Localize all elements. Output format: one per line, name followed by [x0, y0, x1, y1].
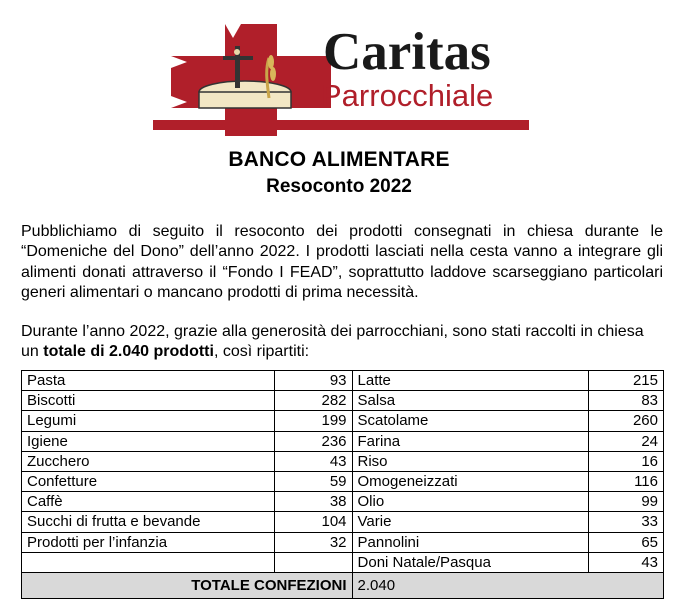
right-product-name: Omogeneizzati	[352, 471, 589, 491]
caritas-logo	[153, 22, 529, 136]
left-product-name: Biscotti	[22, 391, 275, 411]
logo-brand-text: Caritas	[323, 23, 491, 81]
left-product-count: 32	[274, 532, 352, 552]
left-product-name: Legumi	[22, 411, 275, 431]
table-row	[22, 431, 664, 451]
right-product-name: Pannolini	[352, 532, 589, 552]
left-product-count: 282	[274, 391, 352, 411]
products-table-body	[22, 371, 664, 599]
right-product-count: 99	[589, 492, 664, 512]
right-product-count: 16	[589, 451, 664, 471]
total-label: TOTALE CONFEZIONI	[22, 572, 353, 598]
logo-subbrand-text: Parrocchiale	[321, 78, 494, 113]
summary-text-end: , così ripartiti:	[213, 343, 310, 361]
right-product-count: 116	[589, 471, 664, 491]
left-product-name: Succhi di frutta e bevande	[22, 512, 275, 532]
table-row	[22, 371, 664, 391]
right-product-name: Olio	[352, 492, 589, 512]
left-product-name: Igiene	[22, 431, 275, 451]
table-row	[22, 391, 664, 411]
left-product-count: 104	[274, 512, 352, 532]
total-value: 2.040	[352, 572, 663, 598]
page-title: BANCO ALIMENTARE	[228, 148, 450, 171]
right-product-name: Varie	[352, 512, 589, 532]
left-product-name: Pasta	[22, 371, 275, 391]
table-row	[22, 552, 664, 572]
table-row	[22, 492, 664, 512]
left-product-count: 236	[274, 431, 352, 451]
right-product-name: Riso	[352, 451, 589, 471]
left-product-name: Confetture	[22, 471, 275, 491]
table-row	[22, 411, 664, 431]
right-product-count: 83	[589, 391, 664, 411]
left-product-count: 43	[274, 451, 352, 471]
summary-paragraph	[21, 322, 663, 363]
total-row	[22, 572, 664, 598]
left-product-name	[22, 552, 275, 572]
right-product-count: 24	[589, 431, 664, 451]
right-product-name: Farina	[352, 431, 589, 451]
right-product-count: 43	[589, 552, 664, 572]
left-product-name: Prodotti per l’infanzia	[22, 532, 275, 552]
left-product-name: Caffè	[22, 492, 275, 512]
right-product-count: 65	[589, 532, 664, 552]
right-product-count: 33	[589, 512, 664, 532]
left-product-count: 59	[274, 471, 352, 491]
right-product-count: 215	[589, 371, 664, 391]
table-row	[22, 471, 664, 491]
products-table	[21, 370, 664, 599]
table-row	[22, 451, 664, 471]
page-subtitle: Resoconto 2022	[266, 176, 412, 197]
table-row	[22, 532, 664, 552]
right-product-name: Scatolame	[352, 411, 589, 431]
right-product-count: 260	[589, 411, 664, 431]
left-product-name: Zucchero	[22, 451, 275, 471]
table-row	[22, 512, 664, 532]
left-product-count	[274, 552, 352, 572]
right-product-name: Salsa	[352, 391, 589, 411]
intro-paragraph: Pubblichiamo di seguito il resoconto dei prodotti consegnati in chiesa durante le “Domeniche del Dono” dell’anno 2022. I prodotti lasciati nella cesta vanno a integrare gli alimenti donati attraverso il “Fondo I FEAD”, soprattutto laddove scarseggiano particolari generi alimentari o mancano prodotti di prima necessità.	[21, 223, 663, 301]
summary-text-start: Durante l’anno 2022, grazie alla generosità dei parrocchiani, sono stati raccolti in chiesa un	[21, 323, 644, 361]
right-product-name: Doni Natale/Pasqua	[352, 552, 589, 572]
left-product-count: 38	[274, 492, 352, 512]
summary-total-highlight: totale di 2.040 prodotti	[43, 343, 214, 361]
left-product-count: 199	[274, 411, 352, 431]
left-product-count: 93	[274, 371, 352, 391]
right-product-name: Latte	[352, 371, 589, 391]
